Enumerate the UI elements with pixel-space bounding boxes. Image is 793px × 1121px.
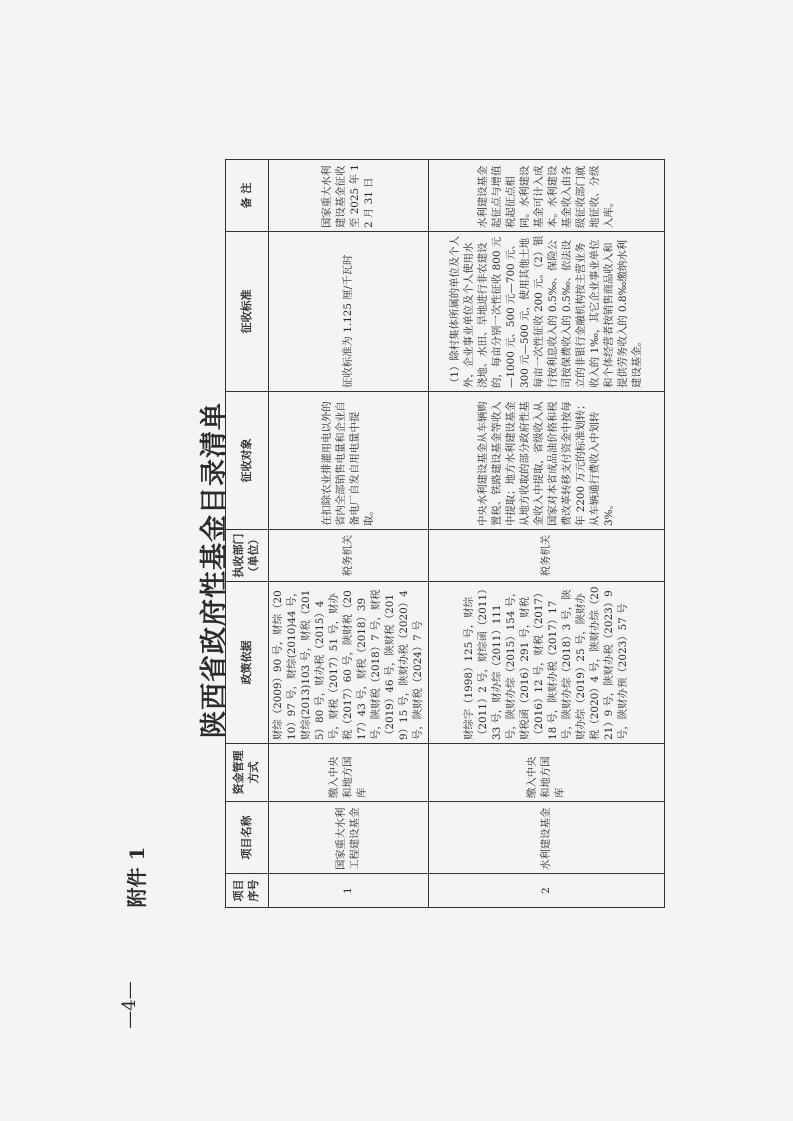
row1-standard: 征收标准为 1.125 厘/千瓦时 — [269, 232, 429, 392]
attachment-label: 附件 1 — [125, 846, 149, 908]
row2-name: 水利建设基金 — [428, 802, 664, 874]
page-title: 陕西省政府性基金目录清单 — [199, 402, 230, 738]
page-number: —4— — [119, 981, 140, 1029]
row2-seq: 2 — [428, 874, 664, 908]
header-standard: 征收标准 — [226, 232, 269, 392]
header-mgmt: 资金管理方式 — [226, 744, 269, 802]
row2-dept: 税务机关 — [428, 530, 664, 582]
table-header-row — [226, 160, 269, 908]
table-row — [428, 160, 664, 908]
fund-table — [225, 159, 665, 908]
row1-dept: 税务机关 — [269, 530, 429, 582]
row1-basis: 财综（2009）90 号，财综（2010）97 号，财综(2010)44 号，财综(2013)103 号，财税（2015）80 号，财办税（2015）4 号，财税（2017）51 号，财办税（2017）60 号，陕财税（2017）43 号，财税（2018）39 号，陕财税（2018）7 号，财税（2019）46 号，陕财税（2019）15 号，陕财办税（2020）4 号，陕财税（2024）7 号 — [269, 582, 429, 744]
row2-mgmt: 缴入中央和地方国库 — [428, 744, 664, 802]
row1-seq: 1 — [269, 874, 429, 908]
header-seq: 项目序号 — [226, 874, 269, 908]
header-name: 项目名称 — [226, 802, 269, 874]
row1-note: 国家重大水利建设基金征收至 2025 年 12 月 31 日 — [269, 160, 429, 232]
header-basis: 政策依据 — [226, 582, 269, 744]
row1-name: 国家重大水利工程建设基金 — [269, 802, 429, 874]
row2-basis: 财综字（1998）125 号，财综（2011）2 号，财综函（2011）33 号，财办综（2011）111 号，陕财办综（2015）154 号，财税函（2016）291 号，财税（2016）12 号，财税（2017）18 号，陕财办税（2017）17 号，陕财办综（2018）3 号，陕财办综（2019）25 号，陕财办税（2020）4 号，陕财办综（2021）9 号，陕财办税（2023）9 号，陕财办预（2023）57 号 — [428, 582, 664, 744]
table-container — [225, 160, 662, 908]
header-note: 备 注 — [226, 160, 269, 232]
header-target: 征收对象 — [226, 392, 269, 530]
table-row — [269, 160, 429, 908]
row1-target: 在扣除农业排灌用电以外的省内全部销售电量和企业自备电厂自发自用电量中提取。 — [269, 392, 429, 530]
row2-target: 中央水利建设基金从车辆购置税、铁路建设基金等收入中提取；地方水利建设基金从地方收取的部分政府性基金收入中提取，省级收入从国家对本省成品油价格和税费改革转移支付资金中按每年 2200 万元的标准划转；从车辆通行费收入中划转 3%。 — [428, 392, 664, 530]
header-dept: 执收部门（单位） — [226, 530, 269, 582]
row2-standard: （1）除村集体所属的单位及个人外，企业事业单位及个人使用水浇地、水田、旱地进行非农建设的，每亩分别一次性征收 800 元—1000 元、500 元—700 元、300 元—500 元，使用其他土地每亩一次性征收 200 元。（2）银行按利息收入的 0.5‰、保险公司按保费收入的 0.5‰、依法设立的非银行金融机构按主营业务收入的 1‰，其它企业事业单位和个体经营者按销售商品收入和提供劳务收入的 0.8‰缴纳水利建设基金。 — [428, 232, 664, 392]
row2-note: 水利建设基金起征点与增值税起征点相同。水利建设基金可计入成本。水利建设基金收入由各级征收部门就地征收、分级入库。 — [428, 160, 664, 232]
row1-mgmt: 缴入中央和地方国库 — [269, 744, 429, 802]
